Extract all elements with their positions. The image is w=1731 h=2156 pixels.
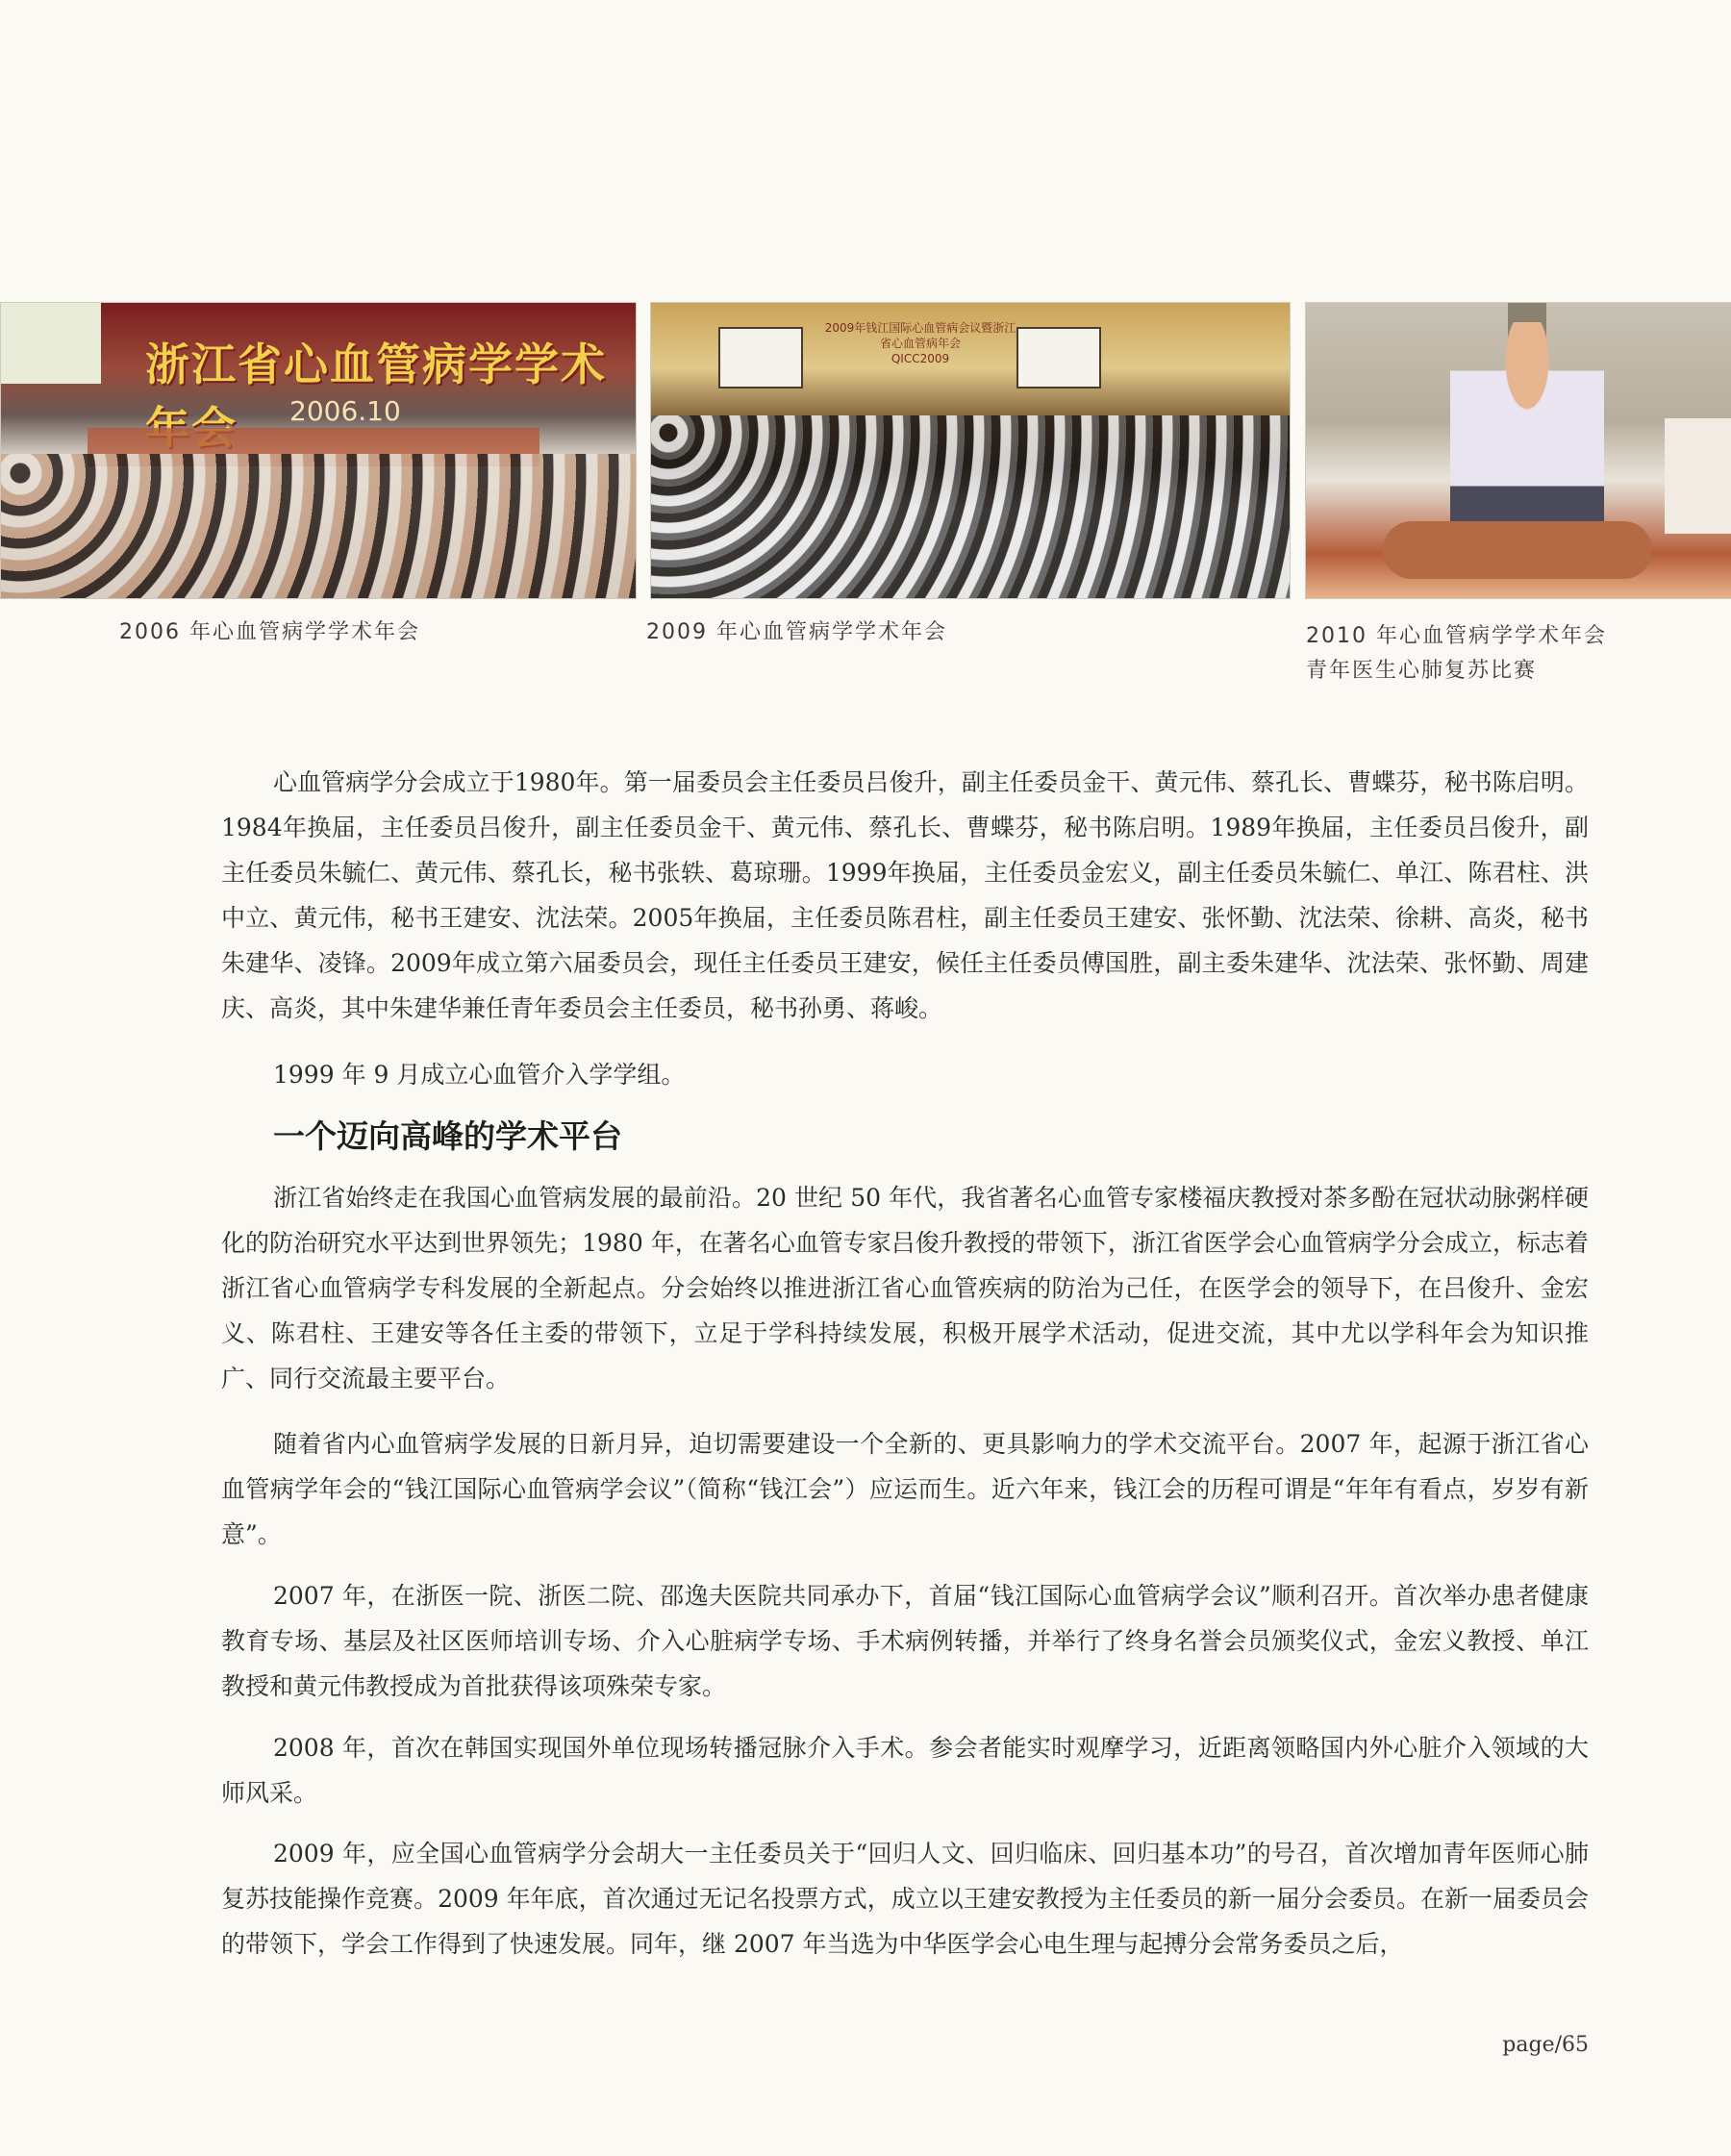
paragraph-frontier: 浙江省始终走在我国心血管病发展的最前沿。20 世纪 50 年代，我省著名心血管专家楼福庆教授对茶多酚在冠状动脉粥样硬化的防治研究水平达到世界领先；1980 年，在著名心血管专家吕俊升教授的带领下，浙江省医学会心血管病学分会成立，标志着浙江省心血管病学专科发展的全新起点。分会始终以推进浙江省心血管疾病的防治为己任，在医学会的领导下，在吕俊升、金宏义、陈君柱、王建安等各任主委的带领下，立足于学科持续发展，积极开展学术活动，促进交流，其中尤以学科年会为知识推广、同行交流最主要平台。	[221, 1184, 1589, 1392]
projection-screen	[1, 303, 101, 384]
page-number: page/65	[1502, 2033, 1589, 2057]
audience	[1, 454, 636, 598]
caption-line: 青年医生心肺复苏比赛	[1306, 659, 1538, 683]
photo-caption-2010	[1306, 619, 1607, 689]
conference-banner	[824, 320, 1016, 366]
cpr-mannequin	[1383, 521, 1652, 579]
sign-board	[1665, 418, 1731, 534]
caption-line: 2010 年心血管病学学术年会	[1306, 624, 1607, 648]
paragraph-2007: 2007 年，在浙医一院、浙医二院、邵逸夫医院共同承办下，首届“钱江国际心血管病学会议”顺利召开。首次举办患者健康教育专场、基层及社区医师培训专场、介入心脏病学专场、手术病例转播，并举行了终身名誉会员颁奖仪式，金宏义教授、单江教授和黄元伟教授成为首批获得该项殊荣专家。	[221, 1582, 1589, 1700]
audience	[651, 415, 1290, 598]
banner-date: 2006.10	[289, 395, 401, 427]
photo-2010-cpr-competition	[1305, 302, 1731, 599]
photo-2009-conference	[650, 302, 1291, 599]
section-heading: 一个迈向高峰的学术平台	[273, 1117, 622, 1155]
banner-text: 2009年钱江国际心血管病会议暨浙江省心血管病年会	[824, 321, 1016, 350]
banner-subtext: QICC2009	[891, 352, 950, 365]
photo-caption-2009	[646, 615, 947, 650]
photo-2006-conference	[0, 302, 637, 599]
paragraph-committee-history: 心血管病学分会成立于1980年。第一届委员会主任委员吕俊升，副主任委员金干、黄元伟、蔡孔长、曹蝶芬，秘书陈启明。1984年换届，主任委员吕俊升，副主任委员金干、黄元伟、蔡孔长、曹蝶芬，秘书陈启明。1989年换届，主任委员吕俊升，副主任委员朱毓仁、黄元伟、蔡孔长，秘书张轶、葛琼珊。1999年换届，主任委员金宏义，副主任委员朱毓仁、单江、陈君柱、洪中立、黄元伟，秘书王建安、沈法荣。2005年换届，主任委员陈君柱，副主任委员王建安、张怀勤、沈法荣、徐耕、高炎，秘书朱建华、凌锋。2009年成立第六届委员会，现任主任委员王建安，候任主任委员傅国胜，副主委朱建华、沈法荣、张怀勤、周建庆、高炎，其中朱建华兼任青年委员会主任委员，秘书孙勇、蒋峻。	[221, 768, 1589, 1022]
photo-caption-2006	[119, 615, 420, 650]
caption-line: 2006 年心血管病学学术年会	[119, 620, 420, 644]
paragraph-interventional-group: 1999 年 9 月成立心血管介入学学组。	[273, 1061, 686, 1089]
projection-screen-right	[1016, 327, 1101, 389]
conference-banner: 浙江省心血管病学学术	[145, 338, 607, 390]
projection-screen-left	[718, 327, 803, 389]
paragraph-qiantang-conference: 随着省内心血管病学发展的日新月异，迫切需要建设一个全新的、更具影响力的学术交流平台。2007 年，起源于浙江省心血管病学年会的“钱江国际心血管病学会议”（简称“钱江会”）应运而生。近六年来，钱江会的历程可谓是“年年有看点，岁岁有新意”。	[221, 1430, 1589, 1548]
caption-line: 2009 年心血管病学学术年会	[646, 620, 947, 644]
paragraph-2008: 2008 年，首次在韩国实现国外单位现场转播冠脉介入手术。参会者能实时观摩学习，近距离领略国内外心脏介入领域的大师风采。	[221, 1734, 1589, 1807]
paragraph-2009: 2009 年，应全国心血管病学分会胡大一主任委员关于“回归人文、回归临床、回归基本功”的号召，首次增加青年医师心肺复苏技能操作竞赛。2009 年年底，首次通过无记名投票方式，成立以王建安教授为主任委员的新一届分会委员。在新一届委员会的带领下，学会工作得到了快速发展。同年，继 2007 年当选为中华医学会心电生理与起搏分会常务委员之后，	[221, 1840, 1589, 1958]
doctor-performing-cpr	[1450, 322, 1604, 534]
